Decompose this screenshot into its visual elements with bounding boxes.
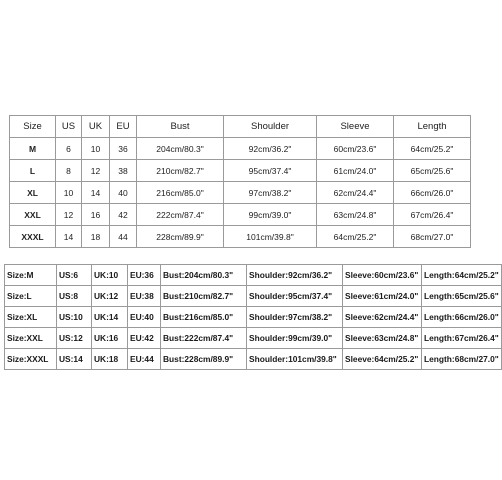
table-cell: Length:67cm/26.4"	[422, 328, 502, 349]
table-row	[10, 182, 471, 204]
table-cell: Size:XXL	[5, 328, 57, 349]
table-cell: Sleeve:64cm/25.2"	[343, 349, 422, 370]
table-cell: Size:L	[5, 286, 57, 307]
table-cell: 63cm/24.8"	[317, 204, 394, 226]
table-cell: Length:64cm/25.2"	[422, 265, 502, 286]
table-row	[5, 349, 502, 370]
table-cell: XXXL	[10, 226, 56, 248]
table-cell: 14	[82, 182, 110, 204]
table-cell: EU:40	[128, 307, 161, 328]
table-cell: Sleeve:61cm/24.0"	[343, 286, 422, 307]
table-cell: Shoulder:95cm/37.4"	[247, 286, 343, 307]
table-cell: 36	[110, 138, 137, 160]
table-cell: L	[10, 160, 56, 182]
table-cell: Sleeve:60cm/23.6"	[343, 265, 422, 286]
table-cell: Sleeve:63cm/24.8"	[343, 328, 422, 349]
table-cell: Shoulder:101cm/39.8"	[247, 349, 343, 370]
header-cell: Shoulder	[224, 116, 317, 138]
table-row	[10, 160, 471, 182]
table-cell: 10	[56, 182, 82, 204]
table-cell: Bust:210cm/82.7"	[161, 286, 247, 307]
table-row	[10, 138, 471, 160]
table-cell: 10	[82, 138, 110, 160]
table-cell: EU:38	[128, 286, 161, 307]
table-cell: Sleeve:62cm/24.4"	[343, 307, 422, 328]
header-cell: Sleeve	[317, 116, 394, 138]
table-cell: 62cm/24.4"	[317, 182, 394, 204]
header-cell: Bust	[137, 116, 224, 138]
table-cell: M	[10, 138, 56, 160]
table-cell: UK:12	[92, 286, 128, 307]
header-cell: EU	[110, 116, 137, 138]
table-cell: US:14	[57, 349, 92, 370]
table-cell: 210cm/82.7"	[137, 160, 224, 182]
table-header-row	[10, 116, 471, 138]
table-cell: 60cm/23.6"	[317, 138, 394, 160]
header-cell: Size	[10, 116, 56, 138]
size-chart-table	[9, 115, 471, 248]
header-cell: US	[56, 116, 82, 138]
table-row	[5, 328, 502, 349]
table-cell: 66cm/26.0"	[394, 182, 471, 204]
table-cell: Length:65cm/25.6"	[422, 286, 502, 307]
table-cell: Size:XXXL	[5, 349, 57, 370]
table-cell: 61cm/24.0"	[317, 160, 394, 182]
table-cell: XXL	[10, 204, 56, 226]
table-cell: 18	[82, 226, 110, 248]
table-cell: Length:66cm/26.0"	[422, 307, 502, 328]
table-cell: UK:16	[92, 328, 128, 349]
table-cell: 222cm/87.4"	[137, 204, 224, 226]
table-cell: 40	[110, 182, 137, 204]
table-cell: Size:XL	[5, 307, 57, 328]
table-cell: 64cm/25.2"	[394, 138, 471, 160]
table-row	[10, 226, 471, 248]
table-cell: 14	[56, 226, 82, 248]
table-cell: 38	[110, 160, 137, 182]
table-cell: 65cm/25.6"	[394, 160, 471, 182]
table-cell: Bust:222cm/87.4"	[161, 328, 247, 349]
table-cell: US:6	[57, 265, 92, 286]
table-cell: EU:44	[128, 349, 161, 370]
table-cell: Size:M	[5, 265, 57, 286]
table-row	[5, 265, 502, 286]
table-cell: 216cm/85.0"	[137, 182, 224, 204]
header-cell: UK	[82, 116, 110, 138]
table-cell: 95cm/37.4"	[224, 160, 317, 182]
table-cell: UK:14	[92, 307, 128, 328]
table-cell: US:12	[57, 328, 92, 349]
table-cell: 8	[56, 160, 82, 182]
table-cell: Shoulder:97cm/38.2"	[247, 307, 343, 328]
table-cell: 68cm/27.0"	[394, 226, 471, 248]
table-cell: 92cm/36.2"	[224, 138, 317, 160]
header-cell: Length	[394, 116, 471, 138]
table-cell: Shoulder:99cm/39.0"	[247, 328, 343, 349]
table-cell: 44	[110, 226, 137, 248]
table-cell: Bust:228cm/89.9"	[161, 349, 247, 370]
table-cell: US:10	[57, 307, 92, 328]
table-cell: 204cm/80.3"	[137, 138, 224, 160]
table-cell: EU:42	[128, 328, 161, 349]
table-cell: 228cm/89.9"	[137, 226, 224, 248]
table-cell: 16	[82, 204, 110, 226]
table-cell: 67cm/26.4"	[394, 204, 471, 226]
table-cell: 6	[56, 138, 82, 160]
table-cell: Bust:204cm/80.3"	[161, 265, 247, 286]
table-cell: US:8	[57, 286, 92, 307]
table-row	[5, 286, 502, 307]
table-cell: 12	[82, 160, 110, 182]
table-cell: 97cm/38.2"	[224, 182, 317, 204]
size-chart-table-labeled	[4, 264, 502, 370]
table-cell: 42	[110, 204, 137, 226]
table-cell: Length:68cm/27.0"	[422, 349, 502, 370]
table-cell: 12	[56, 204, 82, 226]
table-cell: Shoulder:92cm/36.2"	[247, 265, 343, 286]
table-row	[10, 204, 471, 226]
table-cell: UK:18	[92, 349, 128, 370]
table-cell: Bust:216cm/85.0"	[161, 307, 247, 328]
table-cell: XL	[10, 182, 56, 204]
table-cell: 64cm/25.2"	[317, 226, 394, 248]
table-cell: 99cm/39.0"	[224, 204, 317, 226]
table-cell: 101cm/39.8"	[224, 226, 317, 248]
table-cell: EU:36	[128, 265, 161, 286]
table-row	[5, 307, 502, 328]
table-cell: UK:10	[92, 265, 128, 286]
